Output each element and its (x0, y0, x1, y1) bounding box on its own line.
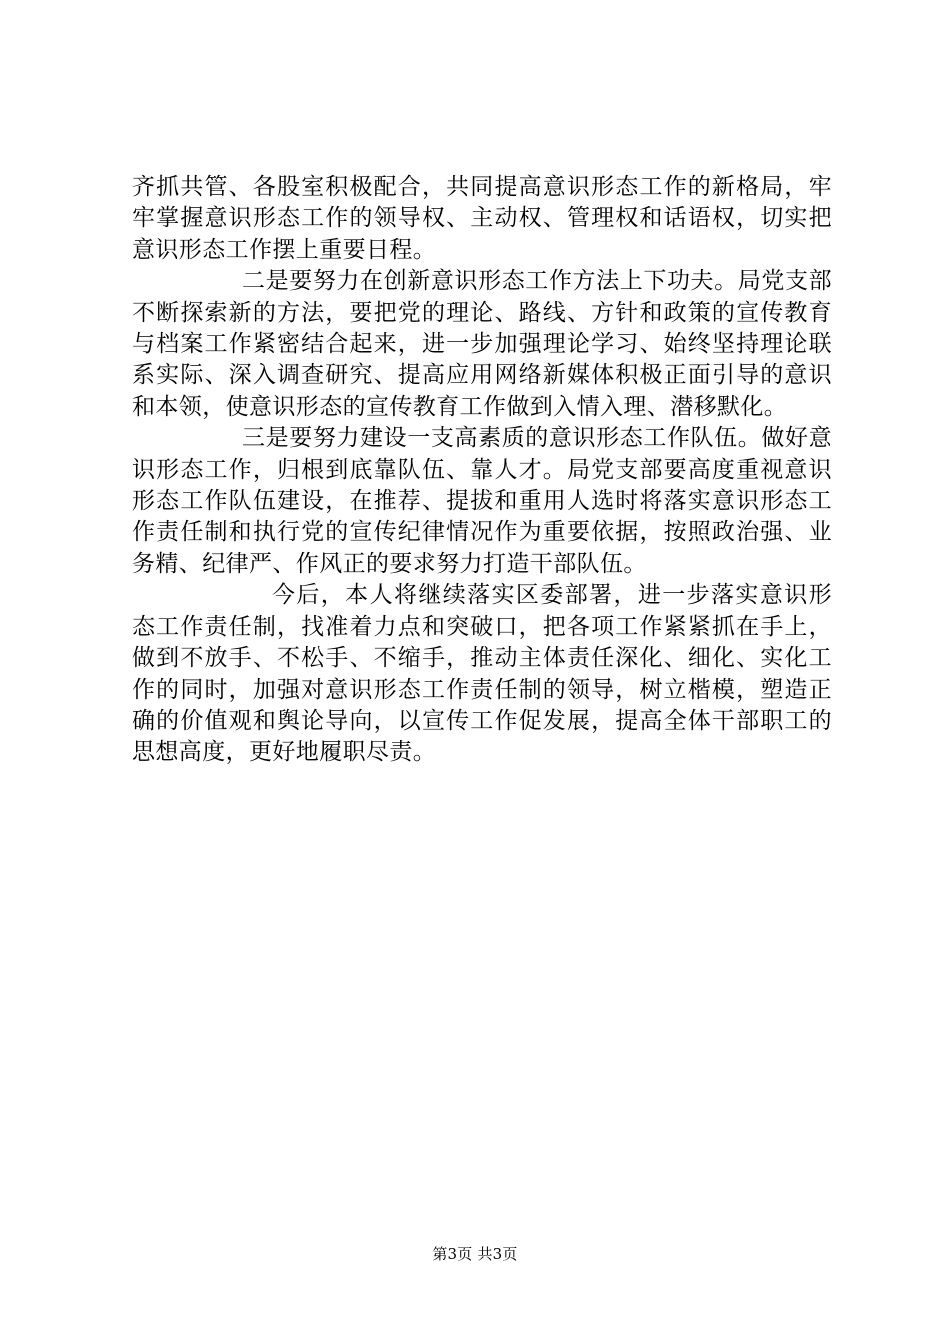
paragraph-continuation: 齐抓共管、各股室积极配合，共同提高意识形态工作的新格局，牢牢掌握意识形态工作的领导权、主动权、管理权和话语权，切实把意识形态工作摆上重要日程。 (132, 174, 832, 263)
page-number-footer: 第3页 共3页 (432, 1245, 518, 1263)
document-body (132, 172, 832, 769)
paragraph-point-three: 三是要努力建设一支高素质的意识形态工作队伍。做好意识形态工作，归根到底靠队伍、靠人才。局党支部要高度重视意识形态工作队伍建设，在推荐、提拔和重用人选时将落实意识形态工作责任制和执行党的宣传纪律情况作为重要依据，按照政治强、业务精、纪律严、作风正的要求努力打造干部队伍。 (132, 425, 832, 577)
paragraph-point-two: 二是要努力在创新意识形态工作方法上下功夫。局党支部不断探索新的方法，要把党的理论、路线、方针和政策的宣传教育与档案工作紧密结合起来，进一步加强理论学习、始终坚持理论联系实际、深入调查研究、提高应用网络新媒体积极正面引导的意识和本领，使意识形态的宣传教育工作做到入情入理、潜移默化。 (132, 268, 832, 420)
paragraph-conclusion: 今后，本人将继续落实区委部署，进一步落实意识形态工作责任制，找准着力点和突破口，把各项工作紧紧抓在手上，做到不放手、不松手、不缩手，推动主体责任深化、细化、实化工作的同时，加强对意识形态工作责任制的领导，树立楷模，塑造正确的价值观和舆论导向，以宣传工作促发展，提高全体干部职工的思想高度，更好地履职尽责。 (132, 582, 832, 766)
